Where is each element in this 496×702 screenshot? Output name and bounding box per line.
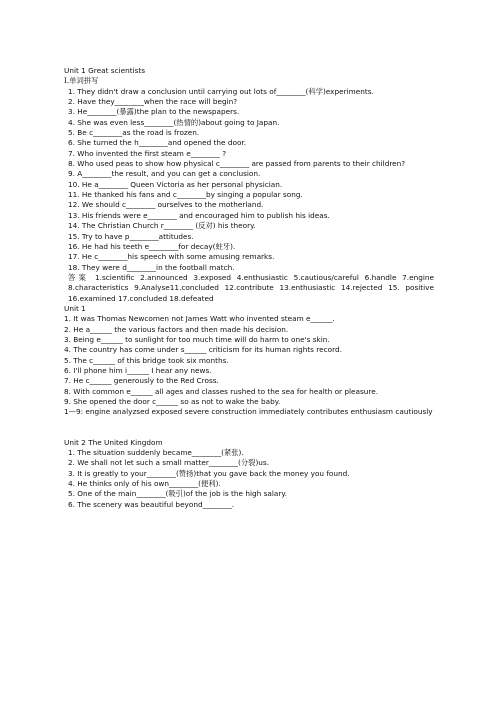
question-item: 3. Being e______ to sunlight for too much time will do harm to one's skin. bbox=[64, 334, 330, 344]
question-item: 9. She opened the door c______ so as not to wake the baby. bbox=[64, 397, 281, 406]
unit1-title: Unit 1 Great scientists bbox=[64, 66, 146, 75]
question-item: 8. Who used peas to show how physical c________ are passed from parents to their children? bbox=[68, 159, 406, 169]
question-item: 7. He c______ generously to the Red Cross. bbox=[64, 376, 219, 386]
question-item: 1. The situation suddenly became________(紧张). bbox=[68, 448, 244, 458]
section-spacer bbox=[64, 418, 434, 438]
unit1-section-heading: Ⅰ.单词拼写 bbox=[64, 76, 99, 86]
unit1-part2-answer-key: 1—9: engine analyzsed exposed severe construction immediately contributes enthusiasm cautiously bbox=[64, 407, 433, 417]
question-item: 9. A________the result, and you can get a conclusion. bbox=[68, 169, 261, 179]
question-item: 3. It is greatly to your________(赞扬)that you gave back the money you found. bbox=[68, 468, 350, 478]
question-item: 12. We should c________ ourselves to the motherland. bbox=[68, 200, 264, 210]
question-item: 8. With common e______ all ages and classes rushed to the sea for health or pleasure. bbox=[64, 386, 379, 396]
question-item: 3. He________(暴露)the plan to the newspapers. bbox=[68, 107, 240, 117]
question-item: 6. I'll phone him i______ I hear any news. bbox=[64, 365, 212, 375]
question-item: 4. He thinks only of his own________(便利). bbox=[68, 479, 221, 489]
question-item: 2. We shall not let such a small matter________(分裂)us. bbox=[68, 458, 270, 468]
unit1-part2-title: Unit 1 bbox=[64, 303, 86, 313]
question-item: 17. He c________his speech with some amusing remarks. bbox=[68, 252, 275, 262]
question-item: 5. Be c________as the road is frozen. bbox=[68, 128, 200, 138]
question-item: 6. The scenery was beautiful beyond________. bbox=[68, 499, 235, 509]
question-item: 6. She turned the h________and opened the door. bbox=[68, 138, 247, 148]
question-item: 5. One of the main________(吸引)of the job is the high salary. bbox=[68, 489, 287, 499]
question-item: 16. He had his teeth e________for decay(蛀牙). bbox=[68, 241, 236, 251]
unit1-answer-key: 答案 1.scientific 2.announced 3.exposed 4.enthusiastic 5.cautious/careful 6.handle 7.engine 8.characteristics 9.Analyse11.concluded 12.contribute 13.enthusiastic 14.rejected 15. positive 16.examined 17.concluded 18.defeated bbox=[68, 272, 434, 303]
question-item: 13. His friends were e________ and encouraged him to publish his ideas. bbox=[68, 210, 330, 220]
unit2-question-list bbox=[64, 448, 434, 510]
question-item: 4. She was even less________(热情的)about going to Japan. bbox=[68, 117, 280, 127]
question-item: 15. Try to have p________attitudes. bbox=[68, 231, 194, 241]
question-item: 2. He a______ the various factors and then made his decision. bbox=[64, 324, 289, 334]
document-content bbox=[64, 66, 434, 510]
question-item: 1. They didn't draw a conclusion until carrying out lots of________(科学)experiments. bbox=[68, 86, 374, 96]
unit2-title: Unit 2 The United Kingdom bbox=[64, 437, 163, 447]
question-item: 18. They were d________in the football match. bbox=[68, 262, 235, 272]
question-item: 2. Have they________when the race will begin? bbox=[68, 97, 238, 107]
question-item: 4. The country has come under s______ criticism for its human rights record. bbox=[64, 345, 342, 355]
unit1-question-list bbox=[64, 87, 434, 273]
question-item: 1. It was Thomas Newcomen not James Watt who invented steam e______. bbox=[64, 314, 335, 324]
question-item: 14. The Christian Church r________ (反对) his theory. bbox=[68, 221, 256, 231]
question-item: 11. He thanked his fans and c________by singing a popular song. bbox=[68, 190, 303, 200]
question-item: 5. The c______ of this bridge took six months. bbox=[64, 355, 229, 365]
question-item: 10. He a________ Queen Victoria as her personal physician. bbox=[68, 179, 283, 189]
unit1-part2-list bbox=[64, 314, 434, 407]
question-item: 7. Who invented the first steam e________ ? bbox=[68, 148, 227, 158]
